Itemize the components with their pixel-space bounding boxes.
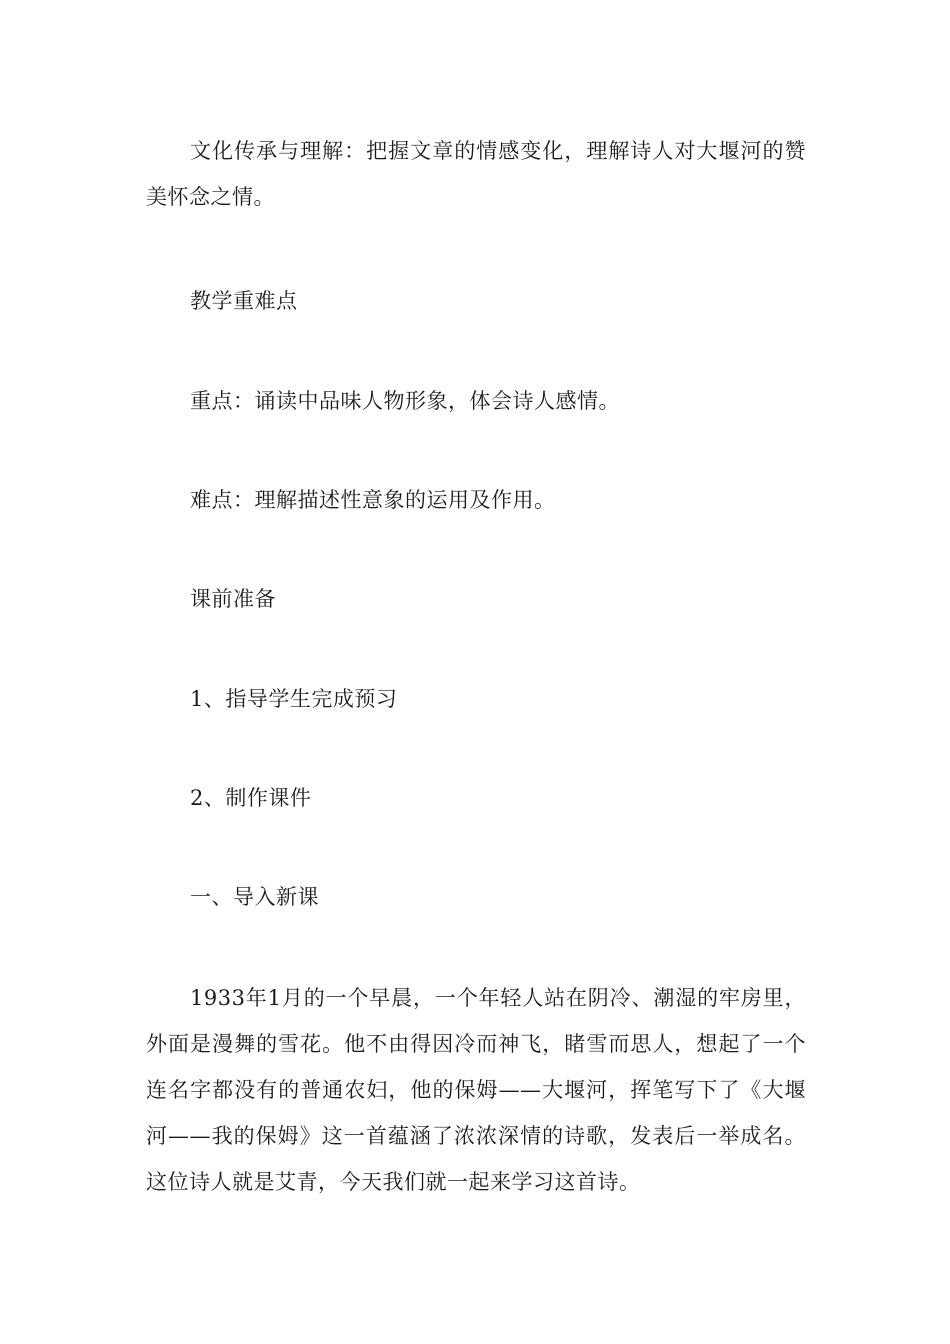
heading-introduction: 一、导入新课 — [190, 885, 319, 909]
paragraph-introduction-story: 1933年1月的一个早晨，一个年轻人站在阴冷、潮湿的牢房里，外面是漫舞的雪花。他不由得因冷而神飞，睹雪而思人，想起了一个连名字都没有的普通农妇，他的保姆——大堰河，挥笔写下了《大堰河——我的保姆》这一首蕴涵了浓浓深情的诗歌，发表后一举成名。这位诗人就是艾青，今天我们就一起来学习这首诗。 — [146, 986, 806, 1194]
list-item-courseware: 2、制作课件 — [190, 786, 312, 810]
paragraph-difficult-point: 难点：理解描述性意象的运用及作用。 — [190, 488, 556, 512]
paragraph-key-point: 重点：诵读中品味人物形象，体会诗人感情。 — [190, 389, 620, 413]
list-item-preview: 1、指导学生完成预习 — [190, 687, 398, 711]
heading-key-difficult-points: 教学重难点 — [190, 289, 298, 313]
paragraph-cultural-heritage: 文化传承与理解：把握文章的情感变化，理解诗人对大堰河的赞美怀念之情。 — [146, 139, 806, 209]
heading-preparation: 课前准备 — [190, 587, 276, 611]
